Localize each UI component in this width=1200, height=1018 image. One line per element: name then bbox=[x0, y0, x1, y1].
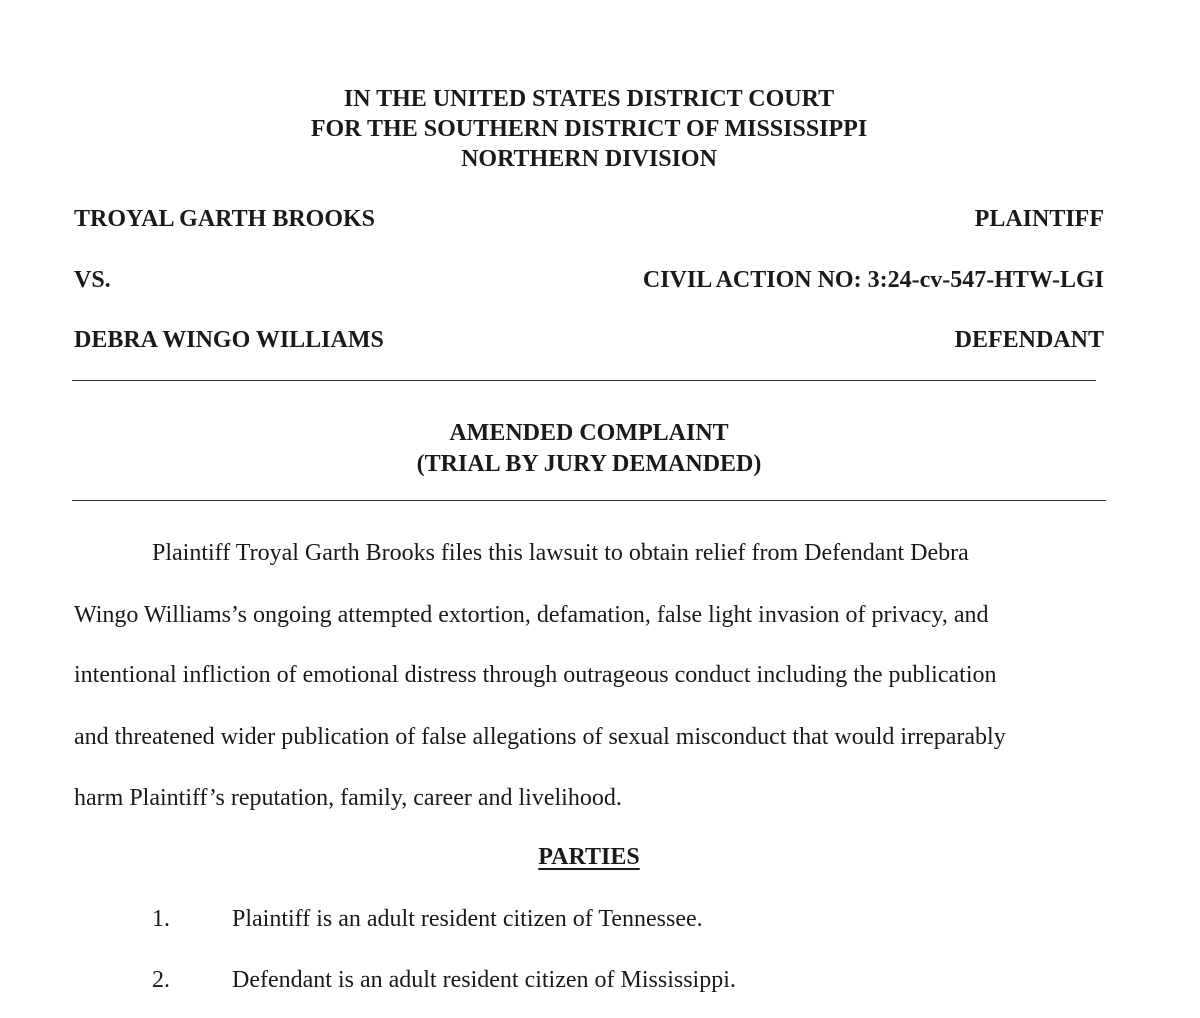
paragraph-text: Defendant is an adult resident citizen of Mississippi. bbox=[232, 967, 736, 993]
intro-paragraph-line: intentional infliction of emotional distress through outrageous conduct including the publication bbox=[74, 662, 997, 688]
plaintiff-role: PLAINTIFF bbox=[974, 206, 1104, 232]
numbered-paragraph bbox=[152, 965, 1052, 995]
parties-heading: PARTIES bbox=[538, 844, 640, 870]
paragraph-number: 1. bbox=[152, 906, 170, 932]
paragraph-text: Plaintiff is an adult resident citizen of Tennessee. bbox=[232, 906, 703, 932]
caption-versus-row bbox=[74, 265, 1104, 295]
numbered-paragraph bbox=[152, 904, 1052, 934]
civil-action-number: CIVIL ACTION NO: 3:24-cv-547-HTW-LGI bbox=[642, 267, 1104, 293]
defendant-name: DEBRA WINGO WILLIAMS bbox=[74, 327, 384, 353]
plaintiff-name: TROYAL GARTH BROOKS bbox=[74, 206, 376, 232]
intro-paragraph-line: harm Plaintiff’s reputation, family, career and livelihood. bbox=[74, 785, 622, 811]
court-name-line-2: FOR THE SOUTHERN DISTRICT OF MISSISSIPPI bbox=[310, 116, 868, 142]
caption-divider-bottom bbox=[72, 500, 1106, 501]
caption-defendant-row bbox=[74, 325, 1104, 355]
caption-plaintiff-row bbox=[74, 204, 1104, 234]
court-header bbox=[0, 84, 1178, 174]
caption-divider-top bbox=[72, 380, 1096, 381]
document-title bbox=[0, 418, 1178, 480]
paragraph-number: 2. bbox=[152, 967, 170, 993]
intro-paragraph-line: and threatened wider publication of false allegations of sexual misconduct that would irreparably bbox=[74, 724, 1006, 750]
court-name-line-1: IN THE UNITED STATES DISTRICT COURT bbox=[343, 86, 835, 112]
defendant-role: DEFENDANT bbox=[954, 327, 1104, 353]
intro-paragraph-line: Wingo Williams’s ongoing attempted extortion, defamation, false light invasion of privacy, and bbox=[74, 602, 989, 628]
intro-paragraph-line: Plaintiff Troyal Garth Brooks files this lawsuit to obtain relief from Defendant Debra bbox=[152, 540, 969, 566]
versus-label: VS. bbox=[74, 267, 111, 293]
document-title-main: AMENDED COMPLAINT bbox=[449, 420, 729, 446]
court-division: NORTHERN DIVISION bbox=[461, 146, 717, 172]
document-title-sub: (TRIAL BY JURY DEMANDED) bbox=[416, 451, 762, 477]
